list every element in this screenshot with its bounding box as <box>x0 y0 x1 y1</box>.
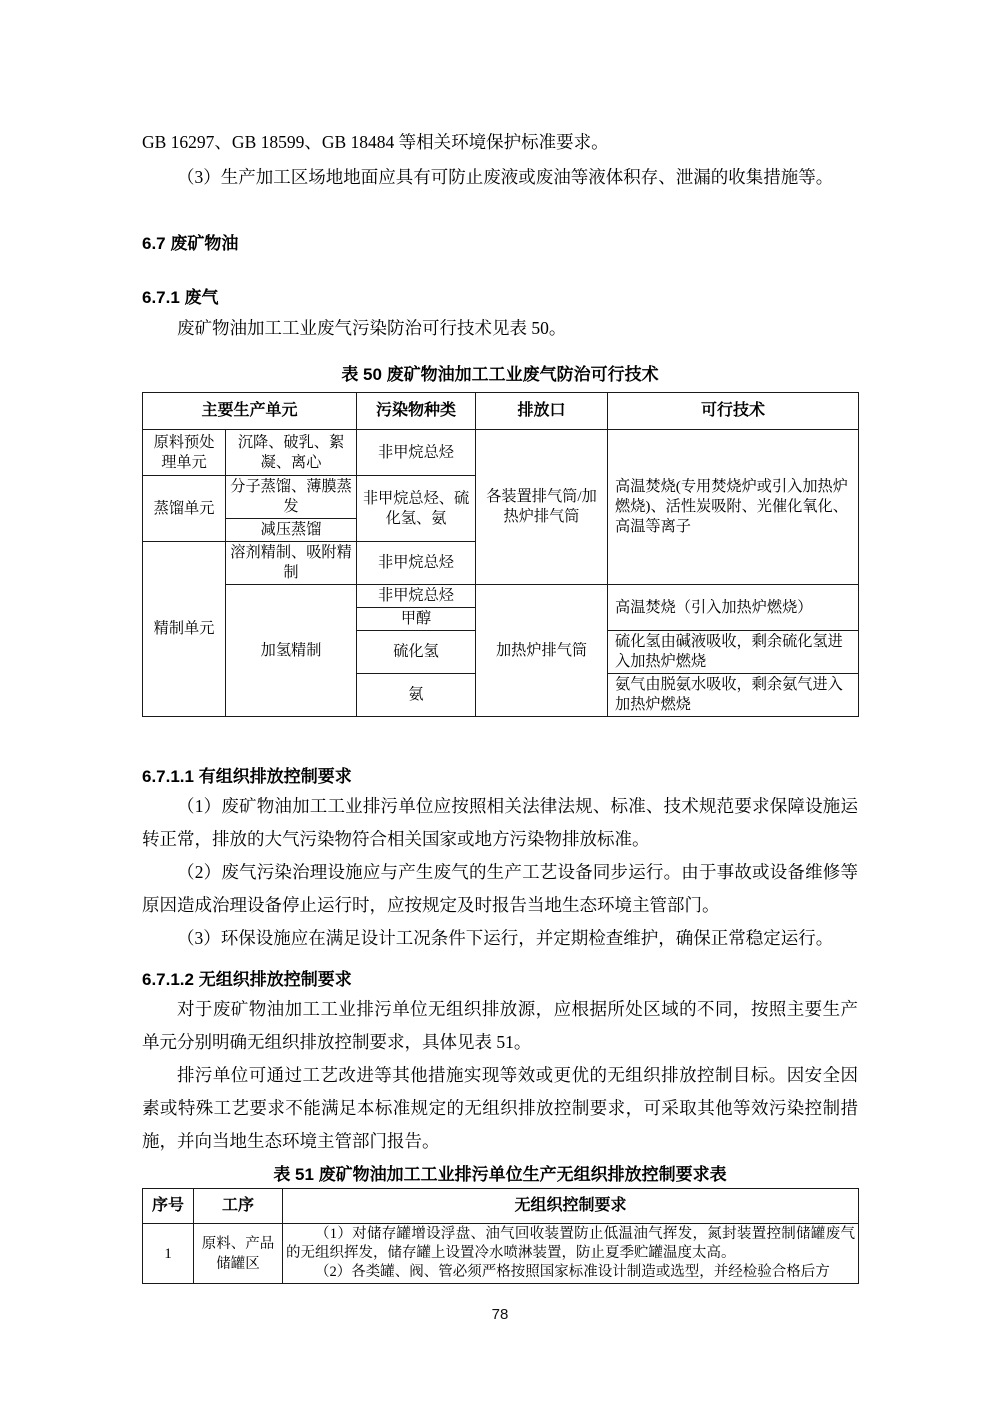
table50-cell-proc-hydro: 加氢精制 <box>226 585 357 717</box>
table51-header-requirement: 无组织控制要求 <box>283 1189 859 1224</box>
table50-cell-outlet-2: 加热炉排气筒 <box>476 585 608 717</box>
table50-header-row <box>143 393 859 430</box>
table50-cell-pollutant-1: 非甲烷总烃 <box>357 430 476 476</box>
table50-cell-unit-refining: 精制单元 <box>143 542 226 717</box>
table50-row-5 <box>143 585 859 608</box>
table50-cell-pollutant-7: 氨 <box>357 674 476 717</box>
paragraph-organized-3: （3）环保设施应在满足设计工况条件下运行，并定期检查维护，确保正常稳定运行。 <box>177 928 834 948</box>
requirement-item-2: （2）各类罐、阀、管必须严格按照国家标准设计制造或选型，并经检验合格后方 <box>315 1264 830 1280</box>
table-50 <box>142 392 859 717</box>
paragraph-fugitive-1: 对于废矿物油加工工业排污单位无组织排放源，应根据所处区域的不同，按照主要生产单元分别明确无组织排放控制要求，具体见表 51。 <box>142 999 858 1052</box>
table50-row-1 <box>143 430 859 476</box>
table50-cell-pollutant-2: 非甲烷总烃、硫化氢、氨 <box>357 476 476 542</box>
table50-cell-unit-pretreatment: 原料预处理单元 <box>143 430 226 476</box>
table50-cell-proc-settling: 沉降、破乳、絮凝、离心 <box>226 430 357 476</box>
paragraph-table50-intro: 废矿物油加工工业废气污染防治可行技术见表 50。 <box>177 318 567 338</box>
table50-header-outlet: 排放口 <box>476 393 608 430</box>
table50-cell-unit-distillation: 蒸馏单元 <box>143 476 226 542</box>
table51-caption: 表 51 废矿物油加工工业排污单位生产无组织排放控制要求表 <box>273 1165 727 1184</box>
paragraph-continuation: GB 16297、GB 18599、GB 18484 等相关环境保护标准要求。 <box>142 132 609 152</box>
table50-cell-pollutant-3: 非甲烷总烃 <box>357 542 476 585</box>
table51-cell-no: 1 <box>143 1224 194 1284</box>
table-51 <box>142 1188 859 1284</box>
table50-header-pollutant: 污染物种类 <box>357 393 476 430</box>
table51-row-1 <box>143 1224 859 1284</box>
paragraph-organized-1: （1）废矿物油加工工业排污单位应按照相关法律法规、标准、技术规范要求保障设施运转正常，排放的大气污染物符合相关国家或地方污染物排放标准。 <box>142 796 858 849</box>
table50-caption: 表 50 废矿物油加工工业废气防治可行技术 <box>341 365 659 384</box>
table50-cell-proc-solvent: 溶剂精制、吸附精制 <box>226 542 357 585</box>
table50-cell-pollutant-5: 甲醇 <box>357 608 476 631</box>
requirement-item-1: （1）对储存罐增设浮盘、油气回收装置防止低温油气挥发，氮封装置控制储罐废气的无组织挥发，储存罐上设置冷水喷淋装置，防止夏季贮罐温度太高。 <box>286 1226 855 1261</box>
table51-cell-process: 原料、产品储罐区 <box>194 1224 283 1284</box>
section-heading-6-7-1-1: 6.7.1.1 有组织排放控制要求 <box>142 767 352 786</box>
page-content <box>142 125 858 1284</box>
paragraph-organized-2: （2）废气污染治理设施应与产生废气的生产工艺设备同步运行。由于事故或设备维修等原因造成治理设备停止运行时，应按规定及时报告当地生态环境主管部门。 <box>142 862 858 915</box>
table50-cell-tech-3: 硫化氢由碱液吸收，剩余硫化氢进入加热炉燃烧 <box>608 631 859 674</box>
section-heading-6-7: 6.7 废矿物油 <box>142 234 239 253</box>
table50-cell-pollutant-6: 硫化氢 <box>357 631 476 674</box>
page-number: 78 <box>491 1306 509 1323</box>
section-heading-6-7-1-2: 6.7.1.2 无组织排放控制要求 <box>142 970 352 989</box>
table50-cell-pollutant-4: 非甲烷总烃 <box>357 585 476 608</box>
table50-cell-tech-2: 高温焚烧（引入加热炉燃烧） <box>608 585 859 631</box>
table51-cell-requirement <box>283 1224 859 1284</box>
table50-header-technique: 可行技术 <box>608 393 859 430</box>
table51-header-process: 工序 <box>194 1189 283 1224</box>
table50-header-main-unit: 主要生产单元 <box>143 393 357 430</box>
table50-cell-proc-molecular: 分子蒸馏、薄膜蒸发 <box>226 476 357 519</box>
table51-header-no: 序号 <box>143 1189 194 1224</box>
paragraph-fugitive-2: 排污单位可通过工艺改进等其他措施实现等效或更优的无组织排放控制目标。因安全因素或特殊工艺要求不能满足本标准规定的无组织排放控制要求，可采取其他等效污染控制措施，并向当地生态环境主管部门报告。 <box>142 1065 858 1151</box>
table50-cell-outlet-1: 各装置排气筒/加热炉排气筒 <box>476 430 608 585</box>
paragraph-item3: （3）生产加工区场地地面应具有可防止废液或废油等液体积存、泄漏的收集措施等。 <box>177 167 834 187</box>
table50-cell-tech-4: 氨气由脱氨水吸收，剩余氨气进入加热炉燃烧 <box>608 674 859 717</box>
section-heading-6-7-1: 6.7.1 废气 <box>142 288 219 307</box>
table50-cell-proc-vacuum: 减压蒸馏 <box>226 519 357 542</box>
table51-header-row <box>143 1189 859 1224</box>
table50-cell-tech-1: 高温焚烧(专用焚烧炉或引入加热炉燃烧)、活性炭吸附、光催化氧化、高温等离子 <box>608 430 859 585</box>
